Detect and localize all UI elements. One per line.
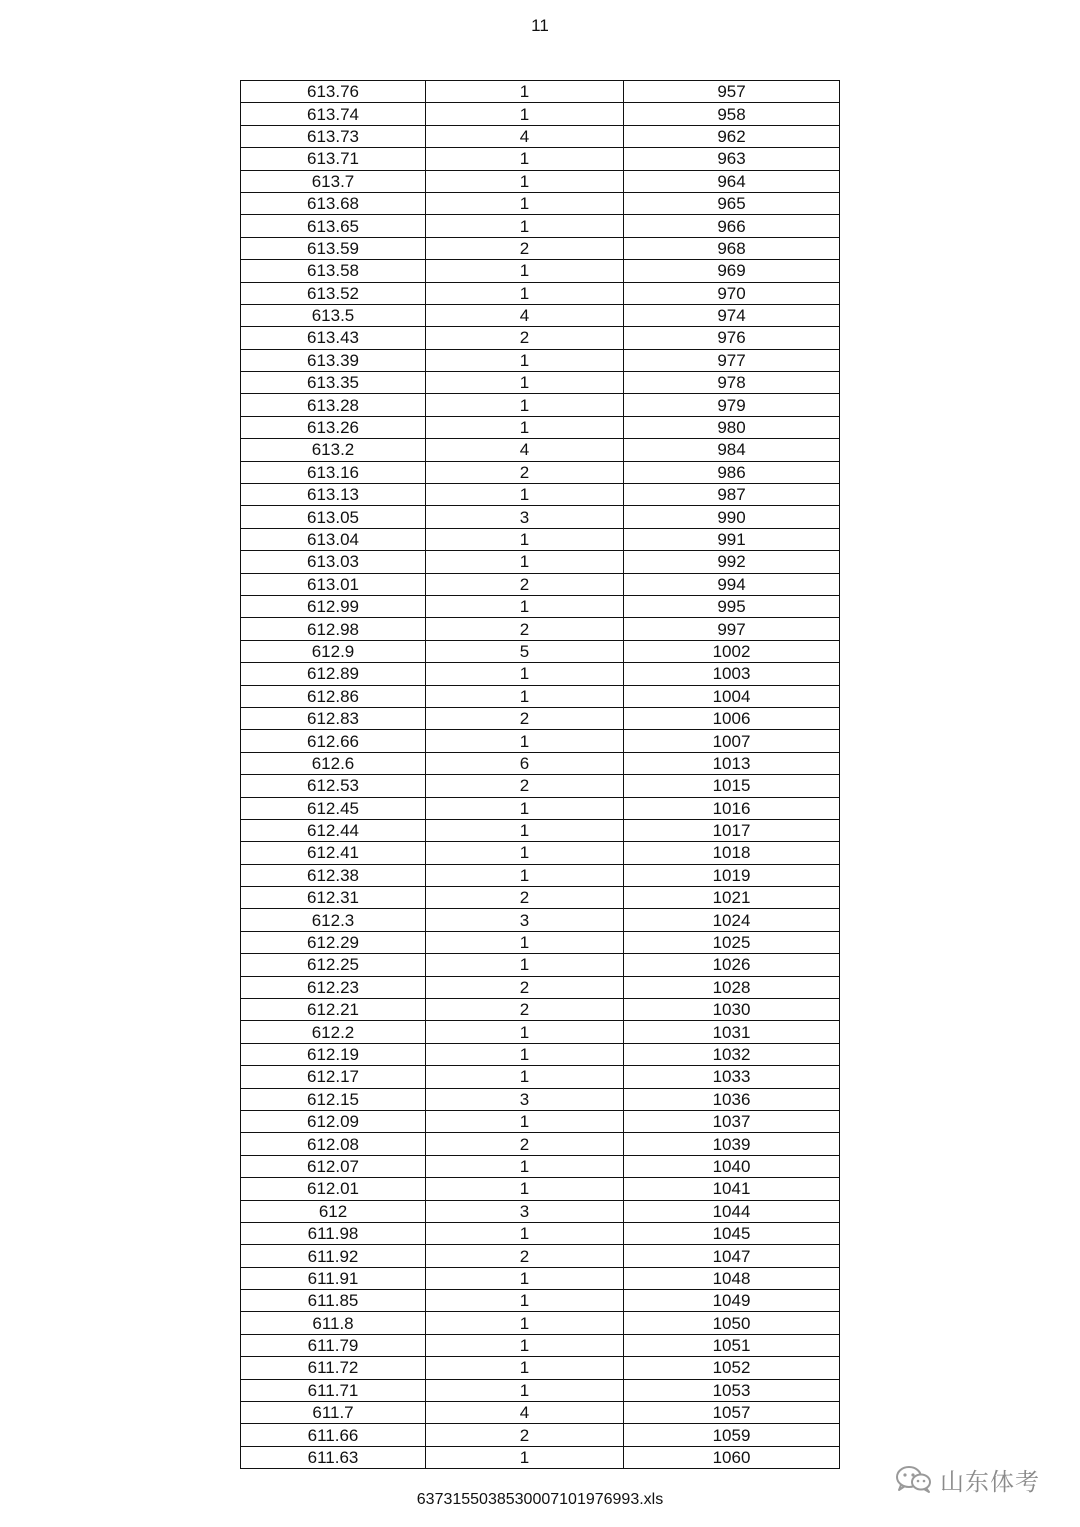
count-cell: 2 — [426, 461, 624, 483]
rank-cell: 1031 — [624, 1021, 840, 1043]
rank-cell: 970 — [624, 282, 840, 304]
score-cell: 612.44 — [241, 819, 426, 841]
score-cell: 613.58 — [241, 260, 426, 282]
table-row — [241, 372, 840, 394]
score-cell: 612 — [241, 1200, 426, 1222]
score-cell: 611.66 — [241, 1424, 426, 1446]
count-cell: 3 — [426, 1200, 624, 1222]
table-row — [241, 416, 840, 438]
count-cell: 1 — [426, 1446, 624, 1468]
count-cell: 2 — [426, 618, 624, 640]
rank-cell: 1030 — [624, 999, 840, 1021]
rank-cell: 994 — [624, 573, 840, 595]
count-cell: 1 — [426, 170, 624, 192]
rank-cell: 958 — [624, 103, 840, 125]
table-row — [241, 1021, 840, 1043]
count-cell: 2 — [426, 1133, 624, 1155]
count-cell: 6 — [426, 752, 624, 774]
score-cell: 613.7 — [241, 170, 426, 192]
score-cell: 611.7 — [241, 1402, 426, 1424]
score-cell: 611.92 — [241, 1245, 426, 1267]
rank-cell: 1004 — [624, 685, 840, 707]
score-cell: 612.09 — [241, 1110, 426, 1132]
rank-cell: 1026 — [624, 954, 840, 976]
score-cell: 613.35 — [241, 372, 426, 394]
table-row — [241, 170, 840, 192]
count-cell: 1 — [426, 595, 624, 617]
table-row — [241, 1446, 840, 1468]
count-cell: 1 — [426, 103, 624, 125]
score-cell: 611.72 — [241, 1357, 426, 1379]
count-cell: 1 — [426, 864, 624, 886]
count-cell: 2 — [426, 775, 624, 797]
score-cell: 612.53 — [241, 775, 426, 797]
score-cell: 613.71 — [241, 148, 426, 170]
rank-cell: 1059 — [624, 1424, 840, 1446]
count-cell: 1 — [426, 416, 624, 438]
table-row — [241, 1312, 840, 1334]
count-cell: 1 — [426, 1312, 624, 1334]
rank-cell: 1040 — [624, 1155, 840, 1177]
table-row — [241, 685, 840, 707]
count-cell: 1 — [426, 663, 624, 685]
page-number: 11 — [531, 16, 549, 35]
rank-cell: 1025 — [624, 931, 840, 953]
count-cell: 1 — [426, 1178, 624, 1200]
table-row — [241, 528, 840, 550]
table-row — [241, 842, 840, 864]
count-cell: 1 — [426, 1155, 624, 1177]
table-row — [241, 1178, 840, 1200]
count-cell: 4 — [426, 125, 624, 147]
score-cell: 612.07 — [241, 1155, 426, 1177]
count-cell: 1 — [426, 282, 624, 304]
score-cell: 613.76 — [241, 81, 426, 103]
rank-cell: 1051 — [624, 1334, 840, 1356]
wechat-icon — [894, 1464, 934, 1494]
score-cell: 612.2 — [241, 1021, 426, 1043]
rank-cell: 962 — [624, 125, 840, 147]
count-cell: 2 — [426, 327, 624, 349]
score-cell: 612.15 — [241, 1088, 426, 1110]
table-row — [241, 1043, 840, 1065]
rank-cell: 1032 — [624, 1043, 840, 1065]
rank-cell: 980 — [624, 416, 840, 438]
score-cell: 613.59 — [241, 237, 426, 259]
rank-cell: 1037 — [624, 1110, 840, 1132]
table-row — [241, 618, 840, 640]
score-cell: 612.19 — [241, 1043, 426, 1065]
score-cell: 612.17 — [241, 1066, 426, 1088]
rank-cell: 1006 — [624, 707, 840, 729]
rank-cell: 990 — [624, 506, 840, 528]
rank-cell: 957 — [624, 81, 840, 103]
table-row — [241, 260, 840, 282]
table-row — [241, 1290, 840, 1312]
count-cell: 2 — [426, 887, 624, 909]
count-cell: 1 — [426, 1379, 624, 1401]
table-row — [241, 1402, 840, 1424]
count-cell: 2 — [426, 237, 624, 259]
rank-cell: 978 — [624, 372, 840, 394]
rank-cell: 1019 — [624, 864, 840, 886]
count-cell: 2 — [426, 573, 624, 595]
score-cell: 612.08 — [241, 1133, 426, 1155]
rank-cell: 963 — [624, 148, 840, 170]
score-cell: 611.98 — [241, 1222, 426, 1244]
count-cell: 1 — [426, 1043, 624, 1065]
score-cell: 613.43 — [241, 327, 426, 349]
score-cell: 612.21 — [241, 999, 426, 1021]
rank-cell: 1047 — [624, 1245, 840, 1267]
count-cell: 1 — [426, 484, 624, 506]
table-row — [241, 909, 840, 931]
count-cell: 1 — [426, 260, 624, 282]
count-cell: 1 — [426, 842, 624, 864]
rank-cell: 1041 — [624, 1178, 840, 1200]
count-cell: 2 — [426, 1424, 624, 1446]
count-cell: 1 — [426, 931, 624, 953]
rank-cell: 992 — [624, 551, 840, 573]
count-cell: 3 — [426, 506, 624, 528]
table-row — [241, 730, 840, 752]
count-cell: 1 — [426, 528, 624, 550]
count-cell: 1 — [426, 1021, 624, 1043]
score-cell: 612.23 — [241, 976, 426, 998]
count-cell: 3 — [426, 1088, 624, 1110]
table-row — [241, 484, 840, 506]
count-cell: 2 — [426, 976, 624, 998]
score-cell: 611.91 — [241, 1267, 426, 1289]
rank-cell: 986 — [624, 461, 840, 483]
count-cell: 1 — [426, 1066, 624, 1088]
table-row — [241, 237, 840, 259]
count-cell: 3 — [426, 909, 624, 931]
table-row — [241, 797, 840, 819]
rank-cell: 1028 — [624, 976, 840, 998]
rank-cell: 1060 — [624, 1446, 840, 1468]
table-row — [241, 1357, 840, 1379]
table-row — [241, 707, 840, 729]
score-table-body — [241, 81, 840, 1469]
table-row — [241, 819, 840, 841]
score-cell: 612.83 — [241, 707, 426, 729]
rank-cell: 1002 — [624, 640, 840, 662]
footer-file-name: 6373155038530007101976993.xls — [416, 1491, 664, 1508]
table-row — [241, 887, 840, 909]
score-cell: 612.86 — [241, 685, 426, 707]
score-cell: 613.73 — [241, 125, 426, 147]
score-cell: 613.26 — [241, 416, 426, 438]
table-row — [241, 1088, 840, 1110]
score-cell: 613.2 — [241, 439, 426, 461]
rank-cell: 1045 — [624, 1222, 840, 1244]
table-row — [241, 394, 840, 416]
table-row — [241, 1155, 840, 1177]
table-row — [241, 752, 840, 774]
table-row — [241, 506, 840, 528]
rank-cell: 1039 — [624, 1133, 840, 1155]
table-row — [241, 81, 840, 103]
table-row — [241, 103, 840, 125]
table-row — [241, 663, 840, 685]
rank-cell: 1052 — [624, 1357, 840, 1379]
count-cell: 1 — [426, 1290, 624, 1312]
table-row — [241, 349, 840, 371]
count-cell: 1 — [426, 797, 624, 819]
rank-cell: 969 — [624, 260, 840, 282]
rank-cell: 966 — [624, 215, 840, 237]
table-row — [241, 999, 840, 1021]
rank-cell: 1048 — [624, 1267, 840, 1289]
table-row — [241, 595, 840, 617]
score-cell: 613.04 — [241, 528, 426, 550]
count-cell: 1 — [426, 819, 624, 841]
watermark-text: 山东体考 — [940, 1467, 1040, 1496]
table-row — [241, 1222, 840, 1244]
score-cell: 613.65 — [241, 215, 426, 237]
rank-cell: 1013 — [624, 752, 840, 774]
table-row — [241, 1267, 840, 1289]
rank-cell: 1044 — [624, 1200, 840, 1222]
score-cell: 612.6 — [241, 752, 426, 774]
count-cell: 1 — [426, 148, 624, 170]
table-row — [241, 1110, 840, 1132]
table-row — [241, 192, 840, 214]
table-row — [241, 931, 840, 953]
count-cell: 1 — [426, 1267, 624, 1289]
count-cell: 5 — [426, 640, 624, 662]
count-cell: 1 — [426, 730, 624, 752]
score-cell: 613.39 — [241, 349, 426, 371]
rank-cell: 979 — [624, 394, 840, 416]
score-cell: 612.3 — [241, 909, 426, 931]
score-cell: 612.01 — [241, 1178, 426, 1200]
count-cell: 2 — [426, 1245, 624, 1267]
table-row — [241, 954, 840, 976]
rank-cell: 1015 — [624, 775, 840, 797]
count-cell: 4 — [426, 1402, 624, 1424]
rank-cell: 1053 — [624, 1379, 840, 1401]
table-row — [241, 551, 840, 573]
table-row — [241, 439, 840, 461]
table-row — [241, 775, 840, 797]
table-row — [241, 1200, 840, 1222]
count-cell: 1 — [426, 81, 624, 103]
score-cell: 612.99 — [241, 595, 426, 617]
rank-cell: 1036 — [624, 1088, 840, 1110]
count-cell: 1 — [426, 349, 624, 371]
score-cell: 611.79 — [241, 1334, 426, 1356]
count-cell: 1 — [426, 394, 624, 416]
rank-cell: 1018 — [624, 842, 840, 864]
rank-cell: 968 — [624, 237, 840, 259]
score-cell: 612.66 — [241, 730, 426, 752]
rank-cell: 987 — [624, 484, 840, 506]
score-cell: 612.41 — [241, 842, 426, 864]
rank-cell: 974 — [624, 304, 840, 326]
score-cell: 613.52 — [241, 282, 426, 304]
table-row — [241, 148, 840, 170]
score-cell: 612.45 — [241, 797, 426, 819]
score-cell: 613.16 — [241, 461, 426, 483]
score-cell: 612.98 — [241, 618, 426, 640]
score-table — [240, 80, 840, 1469]
score-cell: 611.63 — [241, 1446, 426, 1468]
score-cell: 612.89 — [241, 663, 426, 685]
count-cell: 4 — [426, 304, 624, 326]
score-cell: 613.01 — [241, 573, 426, 595]
score-cell: 611.71 — [241, 1379, 426, 1401]
rank-cell: 1049 — [624, 1290, 840, 1312]
table-row — [241, 215, 840, 237]
score-cell: 612.25 — [241, 954, 426, 976]
table-row — [241, 640, 840, 662]
score-cell: 613.5 — [241, 304, 426, 326]
score-cell: 613.68 — [241, 192, 426, 214]
table-row — [241, 1379, 840, 1401]
rank-cell: 965 — [624, 192, 840, 214]
rank-cell: 1021 — [624, 887, 840, 909]
table-row — [241, 1066, 840, 1088]
table-row — [241, 1424, 840, 1446]
rank-cell: 977 — [624, 349, 840, 371]
count-cell: 1 — [426, 1110, 624, 1132]
score-cell: 612.29 — [241, 931, 426, 953]
table-row — [241, 976, 840, 998]
count-cell: 1 — [426, 192, 624, 214]
count-cell: 4 — [426, 439, 624, 461]
table-row — [241, 1133, 840, 1155]
count-cell: 1 — [426, 685, 624, 707]
score-cell: 612.9 — [241, 640, 426, 662]
rank-cell: 984 — [624, 439, 840, 461]
score-cell: 613.03 — [241, 551, 426, 573]
table-row — [241, 327, 840, 349]
score-cell: 611.8 — [241, 1312, 426, 1334]
rank-cell: 1033 — [624, 1066, 840, 1088]
rank-cell: 1003 — [624, 663, 840, 685]
score-cell: 613.74 — [241, 103, 426, 125]
rank-cell: 1016 — [624, 797, 840, 819]
rank-cell: 1050 — [624, 1312, 840, 1334]
score-cell: 611.85 — [241, 1290, 426, 1312]
score-cell: 613.28 — [241, 394, 426, 416]
table-row — [241, 461, 840, 483]
count-cell: 1 — [426, 551, 624, 573]
rank-cell: 964 — [624, 170, 840, 192]
table-row — [241, 864, 840, 886]
count-cell: 1 — [426, 1222, 624, 1244]
count-cell: 1 — [426, 215, 624, 237]
table-row — [241, 304, 840, 326]
rank-cell: 997 — [624, 618, 840, 640]
count-cell: 2 — [426, 707, 624, 729]
rank-cell: 976 — [624, 327, 840, 349]
score-cell: 613.05 — [241, 506, 426, 528]
count-cell: 1 — [426, 372, 624, 394]
table-row — [241, 125, 840, 147]
rank-cell: 1057 — [624, 1402, 840, 1424]
score-cell: 613.13 — [241, 484, 426, 506]
table-row — [241, 1245, 840, 1267]
rank-cell: 1024 — [624, 909, 840, 931]
table-row — [241, 1334, 840, 1356]
score-cell: 612.31 — [241, 887, 426, 909]
count-cell: 1 — [426, 954, 624, 976]
table-row — [241, 282, 840, 304]
count-cell: 1 — [426, 1357, 624, 1379]
table-row — [241, 573, 840, 595]
rank-cell: 1007 — [624, 730, 840, 752]
rank-cell: 991 — [624, 528, 840, 550]
rank-cell: 1017 — [624, 819, 840, 841]
rank-cell: 995 — [624, 595, 840, 617]
count-cell: 1 — [426, 1334, 624, 1356]
count-cell: 2 — [426, 999, 624, 1021]
score-cell: 612.38 — [241, 864, 426, 886]
